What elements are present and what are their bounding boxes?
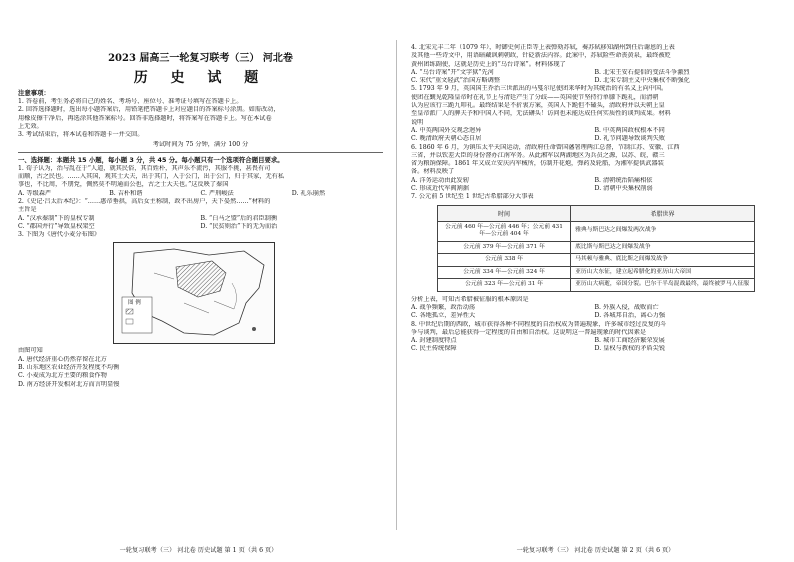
table-header-greece: 希腊世界 [571, 205, 755, 221]
question-line: 主旨是 [18, 206, 37, 214]
notice-block [18, 89, 383, 150]
question-line: 备。材料反映了 [411, 168, 455, 176]
question-line: 省为粮饷保障。1861 年又成立安庆内军械所，仿制开花炮，弹药及轮船，为湘军提供武器装 [411, 160, 664, 168]
question-3 [18, 231, 383, 389]
exam-info: 考试时间为 75 分钟，满分 100 分 [152, 141, 249, 149]
option-c: C. 小麦成为北方主要的粮食作物 [18, 372, 107, 380]
table-cell: 亚历山大东征，建立起希腊化的亚历山大帝国 [571, 266, 755, 279]
option-a: A. 洋务运动由此发轫 [411, 176, 469, 184]
table-cell: 雅典与斯巴达之间爆发两次战争 [571, 221, 755, 241]
question-line: 而顺，古之民也。……入其国，观其士大夫，出于其门，入于公门，出于公门，归于其家，无有私 [18, 173, 285, 181]
option-d: D. 南方经济开发相对北方而言明显慢 [18, 380, 120, 388]
question-8 [411, 321, 778, 354]
option-a: A. 等级森严 [18, 189, 52, 197]
option-d: D. 清朝中央集权削弱 [594, 185, 653, 193]
question-line: 2.《史记·吕太后本纪》：“……惠帝垂拱，高后女主称制，政不出房户，天下晏然……”材料的 [18, 197, 271, 205]
table-row [438, 266, 755, 279]
option-b: B. 北宋王安石提倡的变法斗争激烈 [594, 68, 690, 76]
option-a: A. “乌台诗案”开“文字狱”先河 [411, 68, 494, 76]
notice-line: 3. 考试结束后，将本试卷和答题卡一并交回。 [18, 131, 144, 139]
question-line: 分析上表，可知古希腊被征服的根本原因是 [411, 295, 529, 303]
section-heading: 一、选择题：本题共 15 小题，每小题 3 分，共 45 分。每小题只有一个选项符合题目要求。 [18, 155, 284, 164]
table-cell: 马其顿与雅典、底比斯之间爆发战争 [571, 254, 755, 267]
question-line: 使团在觐见乾隆皇帝时在礼节上与清廷产生了分歧——英国使节坚持行单膝下跪礼，而清朝 [411, 93, 659, 101]
question-line: 4. 北宋元丰二年（1079 年），时御史何正臣等上表弹劾苏轼，奏苏轼移知湖州到任后谢恩的上表 [411, 44, 675, 51]
notice-line: 上无效。 [18, 122, 43, 130]
option-b: B. 外族入侵，战败而亡 [594, 303, 659, 311]
exam-title: 2023 届高三一轮复习联考（三） 河北卷 [108, 53, 293, 64]
option-c: C. 严刑峻法 [200, 189, 234, 197]
question-line: 黄州团练副使，这就是历史上的“乌台诗案”。材料体现了 [411, 60, 566, 68]
question-line: 由图可知 [18, 347, 43, 355]
question-line: 5. 1793 年 9 月，英国国王乔治三世派出的马戛尔尼使团来华时为其统治的有名义上向中国。 [411, 85, 668, 93]
option-c: C. 形成近代军阀割据 [411, 185, 469, 193]
option-d: D. 礼节问题导致谈判失败 [594, 135, 666, 143]
option-c: C. “郡国并行”导致皇权架空 [18, 222, 95, 230]
option-b: B. 城市工商经济繁荣发展 [594, 337, 665, 345]
question-line: 事也，不比周，不朋党，倜然莫不明通而公也，古之士大夫也。”这反映了秦国 [18, 181, 229, 189]
table-cell: 公元前 334 年—公元前 324 年 [438, 266, 571, 279]
separator [18, 152, 383, 153]
question-line: 7. 公元前 5 世纪至 1 世纪古希腊部分大事表 [411, 193, 534, 201]
option-d: D. “民贫则治”下的无为而治 [200, 222, 278, 230]
table-cell: 公元前 460 年—公元前 446 年；公元前 431 年—公元前 404 年 [438, 221, 571, 241]
question-line: 争与谈判，最后总能获得一定程度的自由和自治权。这说明这一普遍现象的时代因素是 [411, 328, 647, 336]
question-1 [18, 165, 383, 198]
question-line: 说明 [411, 118, 424, 126]
question-5 [411, 85, 778, 143]
option-a: A. 唐代经济重心仍然存留在北方 [18, 355, 107, 363]
table-cell: 公元前 338 年 [438, 254, 571, 267]
table-cell: 底比斯与斯巴达之间爆发战争 [571, 241, 755, 254]
table-header-time: 时间 [438, 205, 571, 221]
table-cell: 亚历山大病逝，帝国分裂。巴尔干半岛混战最终，最终被罗马人征服 [571, 279, 755, 292]
option-b: B. 山东地区农业经济开发程度不均衡 [18, 364, 120, 372]
table-row [438, 241, 755, 254]
option-c: C. 民主传统保障 [411, 345, 457, 353]
option-d: D. 各城邦自治，离心力强 [594, 312, 666, 320]
page-2 [397, 0, 794, 562]
option-a: A. 中英两国外交观念迥异 [411, 126, 482, 134]
notice-line: 2. 回答选择题时，选出每小题答案后，用铅笔把答题卡上对应题目的答案标号涂黑。如需改动， [18, 106, 280, 114]
option-b: B. 吉朴和谐 [109, 189, 143, 197]
page-footer: 一轮复习联考（三） 河北卷 历史试题 第 1 页（共 6 页） [119, 547, 278, 554]
wheat-distribution-map [113, 242, 275, 344]
question-line: 及其他一些诗文中，用语暗藏讽刺朝政，针砭新法内容。此案中，苏轼险些命丧黄泉，最终被贬 [411, 52, 671, 60]
question-line: 6. 1860 年 6 月，为镇压太平天国运动，清政府任命曾国藩署理两江总督，节制江苏、安徽、江西 [411, 143, 680, 151]
option-d: D. 北宋专制主义中央集权不断强化 [594, 77, 690, 85]
table-row [438, 279, 755, 292]
option-c: C. 宋代“重文轻武”治国方略调整 [411, 77, 501, 85]
option-a: A. 战争频繁，政治动荡 [411, 303, 476, 311]
option-b: B. 中英两国政权根本不同 [594, 126, 665, 134]
question-line: 认为应该行三跪九叩礼。最终结果是不折衷方案，英国人下跪但不磕头，清政府并以天朝上皇 [411, 102, 665, 110]
page-footer: 一轮复习联考（三） 河北卷 历史试题 第 2 页（共 6 页） [516, 547, 675, 554]
events-table [437, 205, 755, 292]
question-4 [411, 44, 778, 85]
table-row [438, 221, 755, 241]
option-a: A. 封建制度特点 [411, 337, 457, 345]
option-c: C. 各地孤立，差异性大 [411, 312, 476, 320]
table-row [438, 254, 755, 267]
table-cell: 公元前 379 年—公元前 371 年 [438, 241, 571, 254]
map-legend-title: 图 例 [128, 300, 141, 307]
question-7 [411, 193, 778, 320]
notice-line: 1. 答卷前，考生务必将自己的姓名、考场号、座位号、准考证号填写在答题卡上。 [18, 98, 243, 105]
question-2 [18, 198, 383, 231]
table-cell: 公元前 323 年—公元前 31 年 [438, 279, 571, 292]
option-b: B. 清朝统治陷痛相依 [594, 176, 653, 184]
option-d: D. 礼乐崩然 [291, 189, 326, 197]
question-line: 8. 中世纪后期的西欧，城市获得各种不同程度的自治权成为普遍现象，许多城市经过反复的斗 [411, 320, 667, 328]
option-a: A. “汉承秦制”下的皇权专制 [18, 214, 95, 222]
option-c: C. 晚清政府天朝心态自居 [411, 135, 482, 143]
option-d: D. 皇权与教权的矛盾尖锐 [594, 345, 666, 353]
question-line: 三省，并以钦差大臣的身份督办江南军务。从此湘军以两湖地区为兵员之源，以苏、皖，赣三 [411, 151, 665, 159]
question-line: 3. 下图为《唐代小麦分布图》 [18, 231, 101, 239]
question-line: 至皇帝派厂人的脾夫予和中国人不同，无法礴头！访问也未能达成任何实质性的谈判成果。材料 [411, 110, 671, 118]
question-line: 1. 荀子认为，治与乱在于“人道，就其民俗，其百姓朴，其声乐不流污，其服不挑，甚畏有司 [18, 164, 271, 172]
notice-line: 用橡皮擦干净后，再选涂其他答案标号。回答非选择题时，将答案写在答题卡上。写在本试卷 [18, 114, 272, 122]
option-b: B. “白马之盟”后的君臣制衡 [200, 214, 278, 222]
subject-title: 历 史 试 题 [133, 70, 268, 86]
notice-heading: 注意事项： [18, 89, 50, 97]
question-6 [411, 144, 778, 194]
map-graphic [114, 243, 274, 343]
